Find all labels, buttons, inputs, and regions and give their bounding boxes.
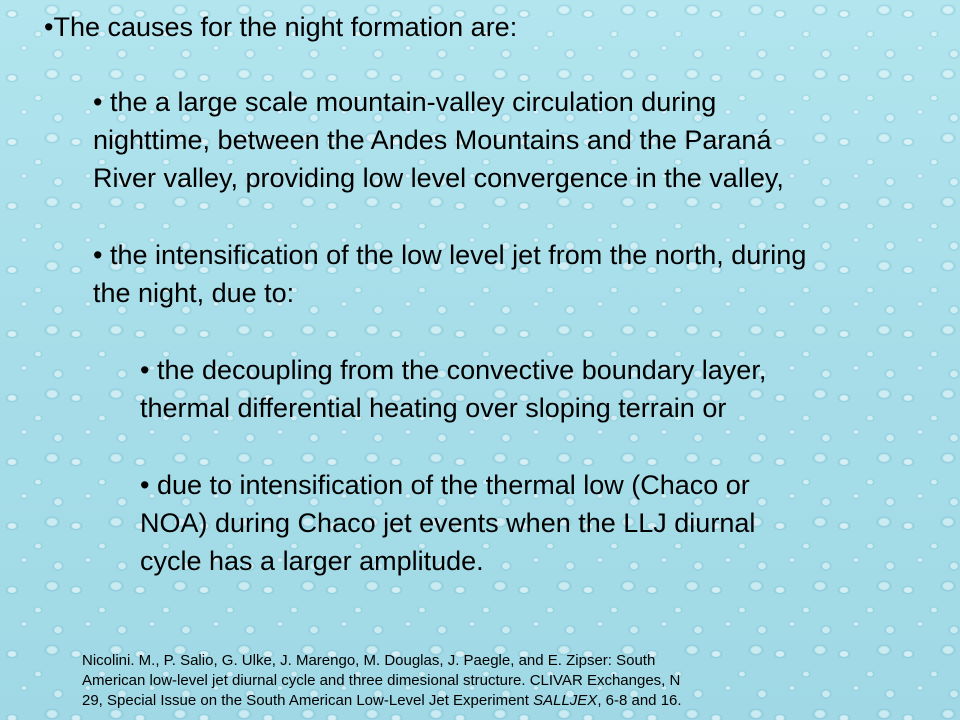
slide-heading: •The causes for the night formation are: [44, 12, 518, 42]
sub-bullet-boundary-layer-decoupling: • the decoupling from the convective boundary layer, thermal differential heating over sloping terrain or [140, 355, 767, 423]
citation-italic-text: SALLJEX [533, 692, 598, 709]
reference-citation [82, 651, 942, 711]
bullet-low-level-jet-intensification: • the intensification of the low level jet from the north, during the night, due to: [93, 240, 807, 308]
citation-text: Nicolini. M., P. Salio, G. Ulke, J. Marengo, M. Douglas, J. Paegle, and E. Zipser: South American low-level jet diurnal cycle and three dimesional structure. CLIVAR Exchanges, N 29, Special Issue on the South American Low-Level Jet Experiment [82, 652, 681, 709]
citation-pages: , 6-8 and 16. [597, 692, 682, 709]
sub-bullet-thermal-low-intensification: • due to intensification of the thermal low (Chaco or NOA) during Chaco jet events when the LLJ diurnal cycle has a larger amplitude. [140, 470, 756, 576]
bullet-mountain-valley-circulation: • the a large scale mountain-valley circulation during nighttime, between the Andes Mountains and the Paraná River valley, providing low level convergence in the valley, [93, 87, 784, 193]
